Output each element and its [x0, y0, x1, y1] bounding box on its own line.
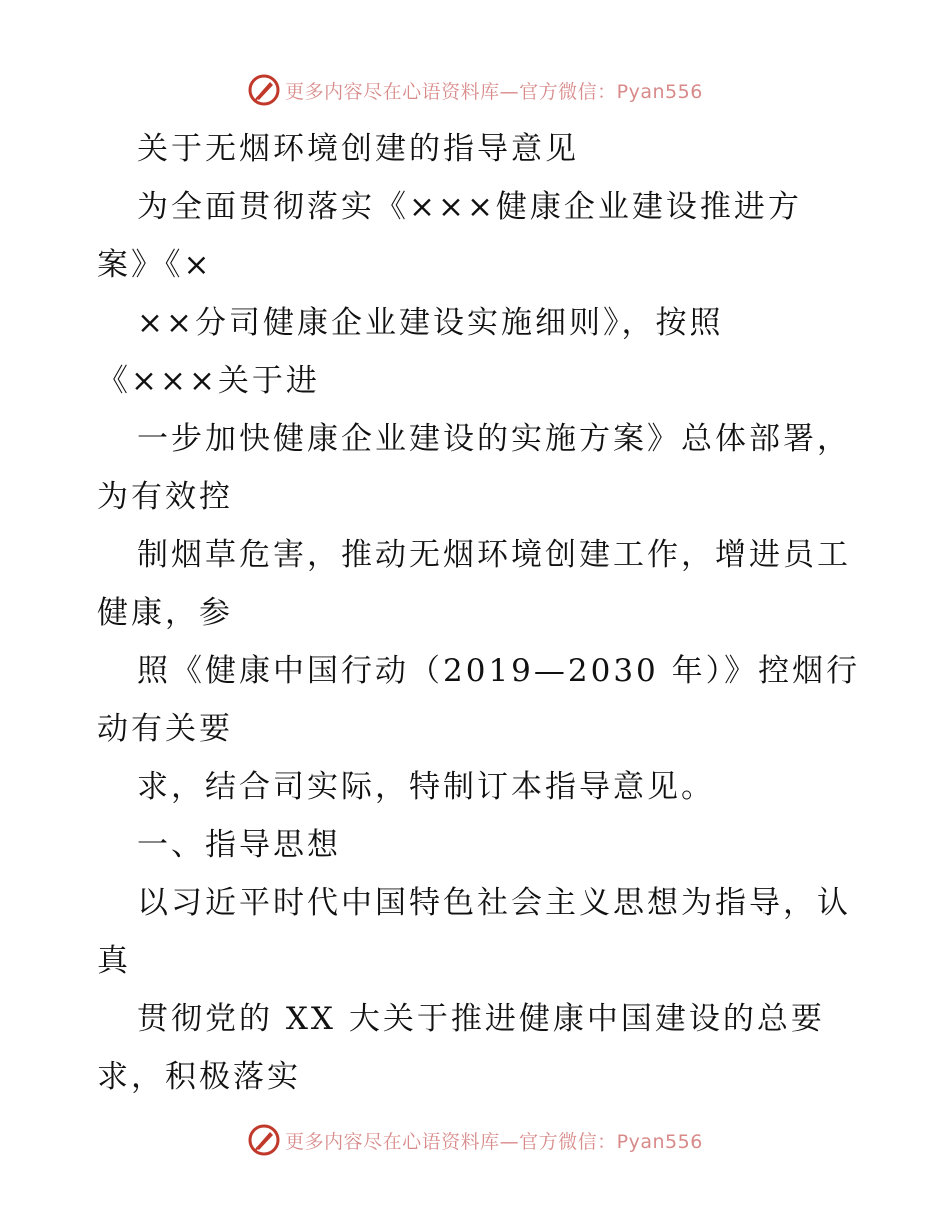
text-line: 求，结合司实际，特制订本指导意见。 — [137, 769, 715, 805]
header-watermark-banner — [0, 70, 950, 110]
text-line: 健康，参 — [97, 595, 233, 631]
text-line: 真 — [97, 943, 131, 979]
banner-text: 更多内容尽在心语资料库—官方微信：Pyan556 — [285, 1130, 703, 1153]
text-line: 以习近平时代中国特色社会主义思想为指导，认 — [137, 885, 851, 921]
text-line: 案》《× — [97, 247, 213, 283]
text-line: 为全面贯彻落实《×××健康企业建设推进方 — [137, 189, 802, 225]
section-heading: 一、指导思想 — [137, 827, 341, 863]
text-line: 一步加快健康企业建设的实施方案》总体部署， — [137, 421, 851, 457]
footer-watermark-banner — [0, 1120, 950, 1160]
quill-logo-icon — [247, 73, 281, 107]
text-line: 制烟草危害，推动无烟环境创建工作，增进员工 — [137, 537, 851, 573]
text-line: ××分司健康企业建设实施细则》，按照 — [137, 305, 724, 341]
text-line: 《×××关于进 — [97, 363, 320, 399]
banner-text: 更多内容尽在心语资料库—官方微信：Pyan556 — [285, 80, 703, 103]
text-line: 贯彻党的 XX 大关于推进健康中国建设的总要 — [137, 1001, 825, 1037]
text-line: 为有效控 — [97, 479, 233, 515]
text-line: 求，积极落实 — [97, 1059, 301, 1095]
quill-logo-icon — [247, 1123, 281, 1157]
document-title: 关于无烟环境创建的指导意见 — [137, 131, 579, 167]
text-line: 动有关要 — [97, 711, 233, 747]
document-body — [97, 120, 861, 1106]
text-line: 照《健康中国行动（2019—2030 年）》控烟行 — [137, 653, 861, 689]
